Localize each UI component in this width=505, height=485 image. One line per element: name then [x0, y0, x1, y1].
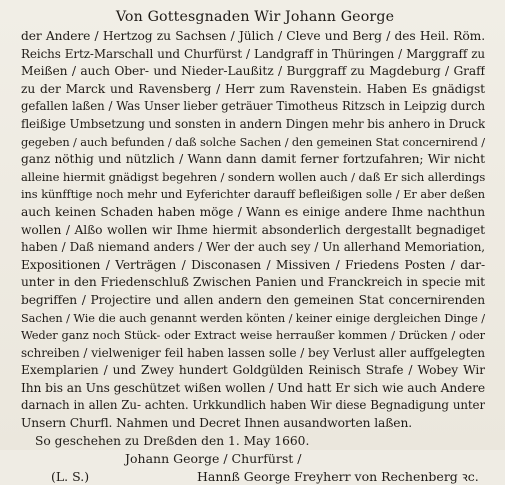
text-line: darnach in allen Zu- achten. Urkkundlich haben Wir diese Begnadigung unter: [21, 398, 485, 413]
text-line: der Andere / Hertzog zu Sachsen / Jülich / Cleve und Berg / des Heil. Röm.: [21, 29, 485, 43]
text-line: Exemplarien / und Zwey hundert Goldgülden Reinisch Strafe / Wobey Wir: [21, 363, 485, 378]
text-line: Meißen / auch Ober- und Nieder-Laußitz / Burggraff zu Magdeburg / Graff: [21, 64, 485, 79]
text-line: Weder ganz noch Stück- oder Extract weise herraußer kommen / Drücken / oder: [21, 328, 485, 343]
text-line: Ihn bis an Uns geschützet wißen wollen / Und hatt Er sich wie auch Andere: [21, 380, 485, 395]
text-line: wollen / Alßo wollen wir Ihme hiermit absonderlich dergestallt begnadiget: [21, 222, 485, 237]
text-line: ganz nöthig und nützlich / Wann dann damit ferner fortzufahren; Wir nicht: [21, 152, 485, 167]
decree-text-block: [21, 8, 485, 485]
signature-row: [21, 468, 485, 485]
text-line: alleine hiermit gnädigst begehren / sondern wollen auch / daß Er sich allerdings: [21, 169, 485, 184]
text-line: begriffen / Projectire und allen andern den gemeinen Stat concernirenden: [21, 292, 485, 307]
text-line: haben / Daß niemand anders / Wer der auch sey / Un allerhand Memoriation,: [21, 240, 485, 255]
text-line: auch keinen Schaden haben möge / Wann es einige andere Ihme nachthun: [21, 204, 485, 219]
text-line: Expositionen / Verträgen / Disconasen / Missiven / Friedens Posten / dar-: [21, 257, 485, 272]
text-line: Unsern Churfl. Nahmen und Decret Ihnen ausandworten laßen.: [21, 416, 413, 431]
text-line: Reichs Ertz-Marschall und Churfürst / Landgraff in Thüringen / Marggraff zu: [21, 46, 485, 61]
text-line: schreiben / vielweniger feil haben lassen solle / bey Verlust aller auffgelegten: [21, 345, 485, 360]
seal-mark: (L. S.): [51, 468, 90, 484]
text-line: ins künfftige noch mehr und Eyferichter darauff befleißigen solle / Er aber deßen: [21, 187, 485, 202]
text-line: unter in den Friedenschluß Zwischen Panien und Franckreich in specie mit: [21, 275, 485, 290]
signature-secretary: Hannß George Freyherr von Rechenberg ꝛc.: [197, 468, 479, 484]
text-line: gegeben / auch befunden / daß solche Sachen / den gemeinen Stat concernirend /: [21, 134, 485, 149]
text-line: zu der Marck und Ravensberg / Herr zum Ravenstein. Haben Es gnädigst: [21, 81, 485, 96]
text-line: Sachen / Wie die auch genannt werden könten / keiner einige dergleichen Dinge /: [21, 310, 485, 325]
date-line: So geschehen zu Dreßden den 1. May 1660.: [35, 433, 310, 448]
text-line: gefallen laßen / Was Unser lieber geträuer Timotheus Ritzsch in Leipzig durch: [21, 99, 485, 114]
signature-elector: Johann George / Churfürst /: [125, 451, 302, 467]
decree-body: [21, 28, 485, 433]
decree-heading: Von Gottesgnaden Wir Johann George: [115, 9, 395, 25]
text-line: fleißige Umbsetzung und sonsten in andern Dingen mehr bis anhero in Druck: [21, 116, 485, 131]
